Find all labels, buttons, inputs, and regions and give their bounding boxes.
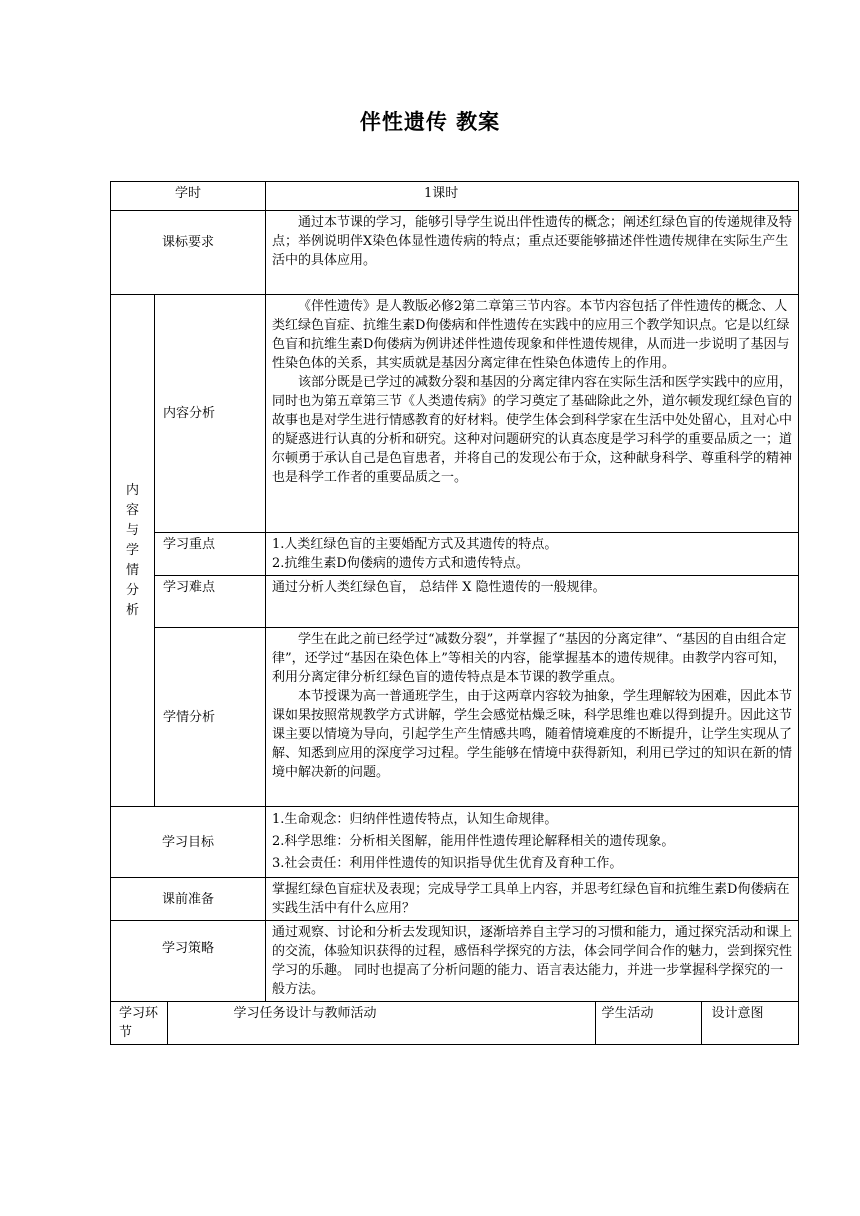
row-objectives [111,807,799,878]
learner-analysis-para-1: 学生在此之前已经学过“减数分裂”，并掌握了“基因的分离定律”、“基因的自由组合定律”，还学过“基因在染色体上”等相关的内容，能掌握基本的遗传规律。由教学内容可知，利用分离定律分析红绿色盲的遗传特点是本节课的教学重点。 [272,632,787,685]
standards-label: 课标要求 [111,211,266,295]
footer-header-table [111,1002,799,1044]
learner-analysis-para-2: 本节授课为高一普通班学生，由于这两章内容较为抽象，学生理解较为困难，因此本节课如果按照常规教学方式讲解，学生会感觉枯燥乏味，科学思维也难以得到提升。因此这节课主要以情境为导向，引起学生产生情感共鸣，随着情境难度的不断提升，让学生实现从了解、知悉到应用的深度学习过程。学生能够在情境中获得新知，利用已学过的知识在新的情境中解决新的问题。 [272,689,793,780]
difficulties-label: 学习难点 [155,576,266,628]
standards-cell [266,211,799,295]
analysis-char-5: 分 [125,582,139,598]
analysis-char-3: 学 [125,542,139,558]
learner-analysis-label: 学情分析 [155,628,266,807]
standards-text: 通过本节课的学习，能够引导学生说出伴性遗传的概念；阐述红绿色盲的传递规律及特点；举例说明伴X染色体显性遗传病的特点；重点还要能够描述伴性遗传规律在实际生产生活中的具体应用。 [272,215,793,268]
preparation-text: 掌握红绿色盲症状及表现；完成导学工具单上内容，并思考红绿色盲和抗维生素D佝偻病在实践生活中有什么应用？ [272,882,790,916]
footer-col-student: 学生活动 [595,1002,701,1044]
footer-col-intent: 设计意图 [701,1002,799,1044]
analysis-group-label [111,295,155,807]
row-key-points [111,533,799,576]
learner-analysis-cell [266,628,799,807]
analysis-char-2: 与 [125,522,139,538]
analysis-char-4: 情 [125,562,139,578]
difficulties-cell [266,576,799,628]
analysis-char-0: 内 [125,482,139,498]
lesson-plan-table [110,181,799,1045]
analysis-char-1: 容 [125,502,139,518]
row-learner-analysis [111,628,799,807]
difficulties-text: 通过分析人类红绿色盲， 总结伴 X 隐性遗传的一般规律。 [272,580,606,595]
strategy-cell [266,921,799,1002]
strategy-label: 学习策略 [111,921,266,1002]
key-point-item: 1.人类红绿色盲的主要婚配方式及其遗传的特点。 [272,537,558,552]
key-point-item: 2.抗维生素D佝偻病的遗传方式和遗传特点。 [272,556,529,571]
key-points-cell [266,533,799,576]
objectives-label: 学习目标 [111,807,266,878]
content-analysis-cell [266,295,799,533]
key-points-label: 学习重点 [155,533,266,576]
content-analysis-label: 内容分析 [155,295,266,533]
objective-item: 1.生命观念：归纳伴性遗传特点，认知生命规律。 [272,812,558,827]
preparation-cell [266,878,799,921]
footer-col-stage: 学习环节 [119,1006,159,1040]
period-label: 学时 [111,182,266,211]
analysis-char-6: 析 [125,602,139,618]
footer-header-cell [111,1002,799,1045]
row-strategy [111,921,799,1002]
row-difficulties [111,576,799,628]
objective-item: 2.科学思维：分析相关图解，能用伴性遗传理论解释相关的遗传现象。 [272,834,675,849]
footer-col-tasks: 学习任务设计与教师活动 [167,1002,595,1044]
period-value: 1课时 [266,182,799,211]
document-title: 伴性遗传 教案 [359,110,501,134]
row-period [111,182,799,211]
preparation-label: 课前准备 [111,878,266,921]
row-preparation [111,878,799,921]
row-standards [111,211,799,295]
objective-item: 3.社会责任：利用伴性遗传的知识指导优生优育及育种工作。 [272,856,623,871]
objectives-cell [266,807,799,878]
strategy-text: 通过观察、讨论和分析去发现知识，逐渐培养自主学习的习惯和能力，通过探究活动和课上的交流，体验知识获得的过程，感悟科学探究的方法，体会同学间合作的魅力，尝到探究性学习的乐趣。 同时也提高了分析问题的能力、语言表达能力，并进一步掌握科学探究的一般方法。 [272,925,793,997]
content-analysis-para-1: 《伴性遗传》是人教版必修2第二章第三节内容。本节内容包括了伴性遗传的概念、人类红绿色盲症、抗维生素D佝偻病和伴性遗传在实践中的应用三个教学知识点。它是以红绿色盲和抗维生素D佝偻病为例讲述伴性遗传现象和伴性遗传规律，从而进一步说明了基因与性染色体的关系，其实质就是基因分离定律在性染色体遗传上的作用。 [272,299,790,371]
row-content-analysis [111,295,799,533]
row-footer-header [111,1002,799,1045]
content-analysis-para-2: 该部分既是已学过的减数分裂和基因的分离定律内容在实际生活和医学实践中的应用，同时也为第五章第三节《人类遗传病》的学习奠定了基础除此之外，道尔顿发现红绿色盲的故事也是对学生进行情感教育的好材料。使学生体会到科学家在生活中处处留心，且对心中的疑惑进行认真的分析和研究。这种对问题研究的认真态度是学习科学的重要品质之一；道尔顿勇于承认自己是色盲患者，并将自己的发现公布于众，这种献身科学、尊重科学的精神也是科学工作者的重要品质之一。 [272,375,793,485]
